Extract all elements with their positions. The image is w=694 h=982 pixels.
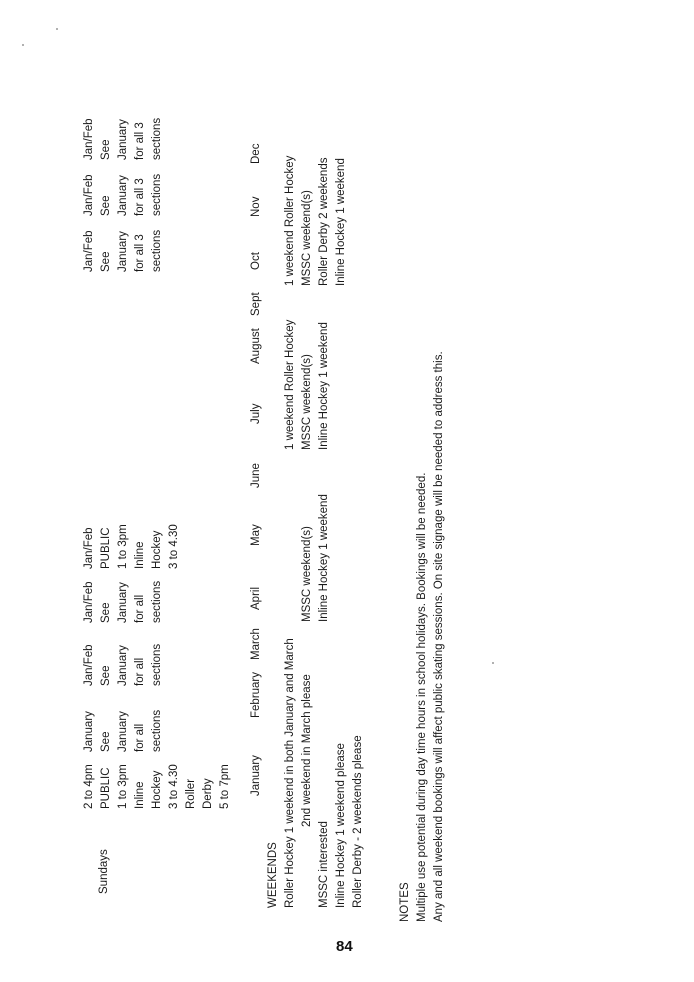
month-sept: Sept (250, 292, 262, 316)
weekends-row: 2nd weekend in March please (301, 674, 313, 827)
weekends-july-sept: MSSC weekend(s) (301, 354, 313, 450)
weekends-oct-dec: Roller Derby 2 weekends (318, 157, 330, 286)
month-april: April (250, 586, 262, 610)
sundays-label: Sundays (98, 849, 110, 894)
weekends-oct-dec: 1 weekend Roller Hockey (284, 155, 296, 286)
weekends-april-may: Inline Hockey 1 weekend (318, 494, 330, 622)
month-nov: Nov (250, 196, 262, 217)
document-page: Sundays 2 to 4pm PUBLIC 1 to 3pm Inline Hockey 3 to 4.30 Roller Derby 5 to 7pm January See January for all sections Jan/Feb See January for all sections Jan/Feb See January for all sections Jan/Feb PUBLIC 1 to 3pm Inline Hockey 3 to 4.30 Jan/Feb See January for all 3 sections Jan/Feb See January for all 3 sections Jan/Feb See January for all 3 sections January February March April May June July August Sept Oct Nov Dec WEEKENDS Roller Hockey 1 weekend in both January and March 2nd weekend in March please MSSC interested Inline Hockey 1 weekend please Roller Derby - 2 weekends please MSSC weekend(s) Inline Hockey 1 weekend 1 weekend Roller Hockey MSSC weekend(s) Inline Hockey 1 weekend 1 weekend Roller Hockey MSSC weekend(s) Roller Derby 2 weekends Inline Hockey 1 weekend NOTES Multiple use potential during day time hours in school holidays. Bookings will be needed. Any and all weekend bookings will affect public skating sessions. On site signage will be needed to address this. 84 (0, 0, 694, 982)
weekends-row: Inline Hockey 1 weekend please (335, 743, 347, 908)
scan-speck (56, 28, 58, 30)
scan-speck (22, 44, 24, 46)
month-dec: Dec (250, 143, 262, 164)
weekends-row: MSSC interested (318, 821, 330, 908)
scan-speck (492, 662, 494, 664)
weekends-row: Roller Derby - 2 weekends please (352, 735, 364, 908)
notes-heading: NOTES (399, 882, 411, 922)
month-march: March (250, 628, 262, 660)
weekends-row: Roller Hockey 1 weekend in both January and March (284, 638, 296, 908)
month-june: June (250, 463, 262, 488)
month-february: February (250, 671, 262, 718)
notes-line: Any and all weekend bookings will affect public skating sessions. On site signage will be needed to address this. (433, 351, 445, 922)
month-oct: Oct (250, 252, 262, 270)
month-january: January (250, 755, 262, 796)
weekends-july-sept: Inline Hockey 1 weekend (318, 322, 330, 450)
weekends-oct-dec: MSSC weekend(s) (301, 190, 313, 286)
weekends-april-may: MSSC weekend(s) (301, 526, 313, 622)
weekends-heading: WEEKENDS (267, 842, 279, 908)
month-august: August (250, 328, 262, 364)
month-may: May (250, 524, 262, 546)
notes-line: Multiple use potential during day time hours in school holidays. Bookings will be needed. (416, 472, 428, 922)
page-number: 84 (336, 938, 353, 955)
weekends-july-sept: 1 weekend Roller Hockey (284, 319, 296, 450)
month-july: July (250, 403, 262, 424)
weekends-oct-dec: Inline Hockey 1 weekend (335, 158, 347, 286)
